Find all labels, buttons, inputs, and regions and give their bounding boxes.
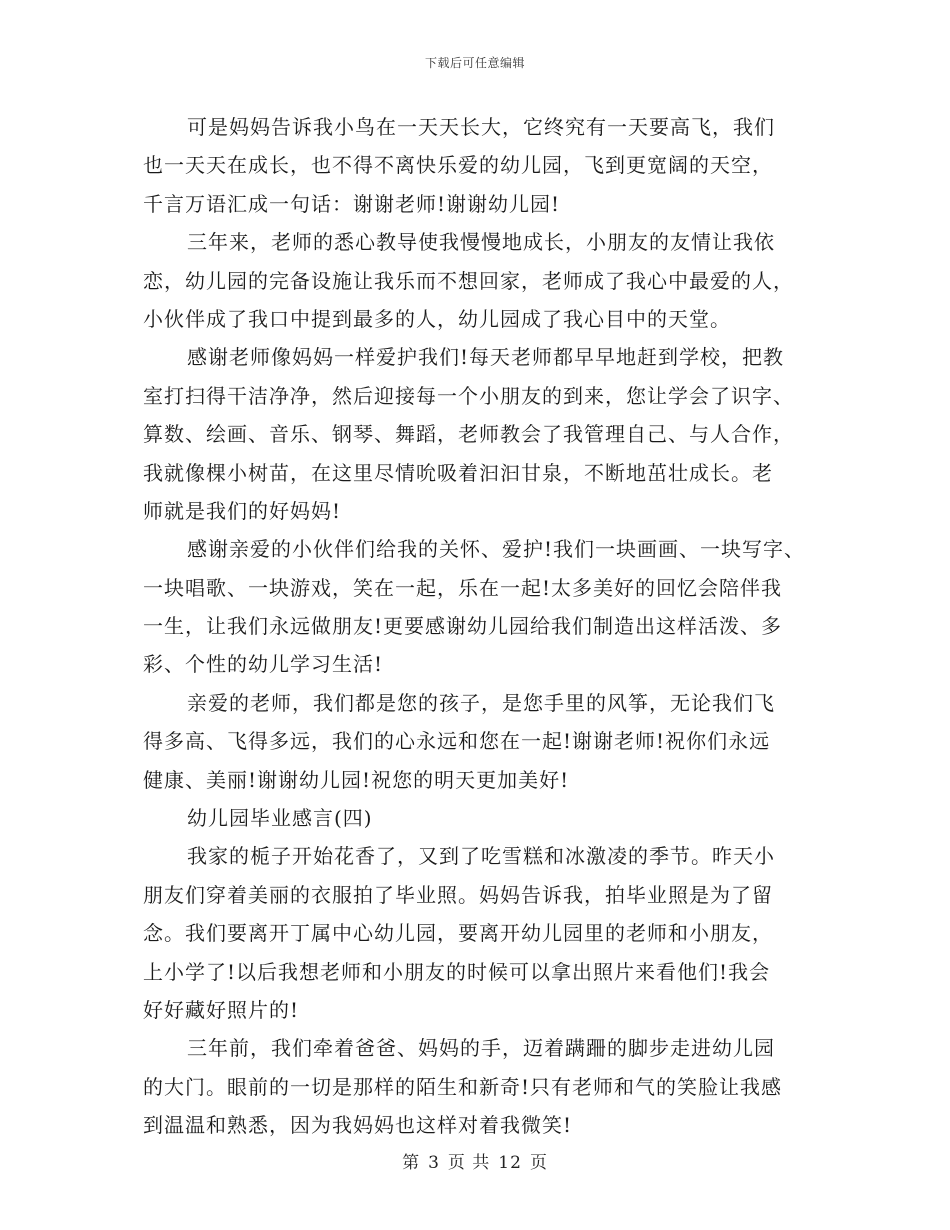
text-line: 一块唱歌、一块游戏，笑在一起，乐在一起!太多美好的回忆会陪伴我: [143, 575, 783, 600]
text-line: 我就像棵小树苗，在这里尽情吮吸着汩汩甘泉，不断地茁壮成长。老: [143, 460, 773, 485]
page-header-note: 下载后可任意编辑: [424, 56, 525, 70]
text-line: 算数、绘画、音乐、钢琴、舞蹈，老师教会了我管理自己、与人合作，: [143, 422, 794, 447]
text-line: 好好藏好照片的!: [143, 997, 300, 1022]
text-line: 到温温和熟悉，因为我妈妈也这样对着我微笑!: [143, 1113, 573, 1138]
footer-total-pages: 12: [498, 1153, 522, 1173]
text-line: 念。我们要离开丁属中心幼儿园，要离开幼儿园里的老师和小朋友，: [143, 921, 773, 946]
text-line: 朋友们穿着美丽的衣服拍了毕业照。妈妈告诉我，拍毕业照是为了留: [143, 882, 773, 907]
text-line: 的大门。眼前的一切是那样的陌生和新奇!只有老师和气的笑脸让我感: [143, 1074, 783, 1099]
footer-middle: 页 共: [447, 1153, 491, 1173]
text-line: 得多高、飞得多远，我们的心永远和您在一起!谢谢老师!祝你们永远: [143, 729, 771, 754]
footer-suffix: 页: [529, 1153, 548, 1173]
document-body: [143, 108, 833, 1145]
text-line: 感谢老师像妈妈一样爱护我们!每天老师都早早地赶到学校，把教: [187, 345, 785, 370]
text-line: 亲爱的老师，我们都是您的孩子，是您手里的风筝，无论我们飞: [187, 690, 775, 715]
text-line: 室打扫得干洁净净，然后迎接每一个小朋友的到来，您让学会了识字、: [143, 383, 794, 408]
page-footer: [0, 1148, 950, 1173]
text-line: 彩、个性的幼儿学习生活!: [143, 652, 384, 677]
text-line: 小伙伴成了我口中提到最多的人，幼儿园成了我心目中的天堂。: [143, 306, 731, 331]
text-line: 恋，幼儿园的完备设施让我乐而不想回家，老师成了我心中最爱的人，: [143, 268, 794, 293]
text-line: 我家的栀子开始花香了，又到了吃雪糕和冰激凌的季节。昨天小: [187, 844, 775, 869]
text-line: 师就是我们的好妈妈!: [143, 498, 342, 523]
text-line: 也一天天在成长，也不得不离快乐爱的幼儿园，飞到更宽阔的天空，: [143, 153, 773, 178]
text-line: 上小学了!以后我想老师和小朋友的时候可以拿出照片来看他们!我会: [143, 959, 771, 984]
text-line: 三年前，我们牵着爸爸、妈妈的手，迈着蹒跚的脚步走进幼儿园: [187, 1036, 775, 1061]
text-line: 一生，让我们永远做朋友!更要感谢幼儿园给我们制造出这样活泼、多: [143, 614, 783, 639]
text-line: 可是妈妈告诉我小鸟在一天天长大，它终究有一天要高飞，我们: [187, 115, 775, 139]
text-line: 健康、美丽!谢谢幼儿园!祝您的明天更加美好!: [143, 767, 570, 792]
text-line: 三年来，老师的悉心教导使我慢慢地成长，小朋友的友情让我依: [187, 230, 775, 255]
footer-page-number: 3: [428, 1153, 440, 1173]
text-line: 千言万语汇成一句话：谢谢老师!谢谢幼儿园!: [143, 191, 561, 216]
text-line: 幼儿园毕业感言(四): [187, 806, 373, 831]
text-line: 感谢亲爱的小伙伴们给我的关怀、爱护!我们一块画画、一块写字、: [187, 537, 806, 562]
footer-prefix: 第: [402, 1153, 421, 1173]
